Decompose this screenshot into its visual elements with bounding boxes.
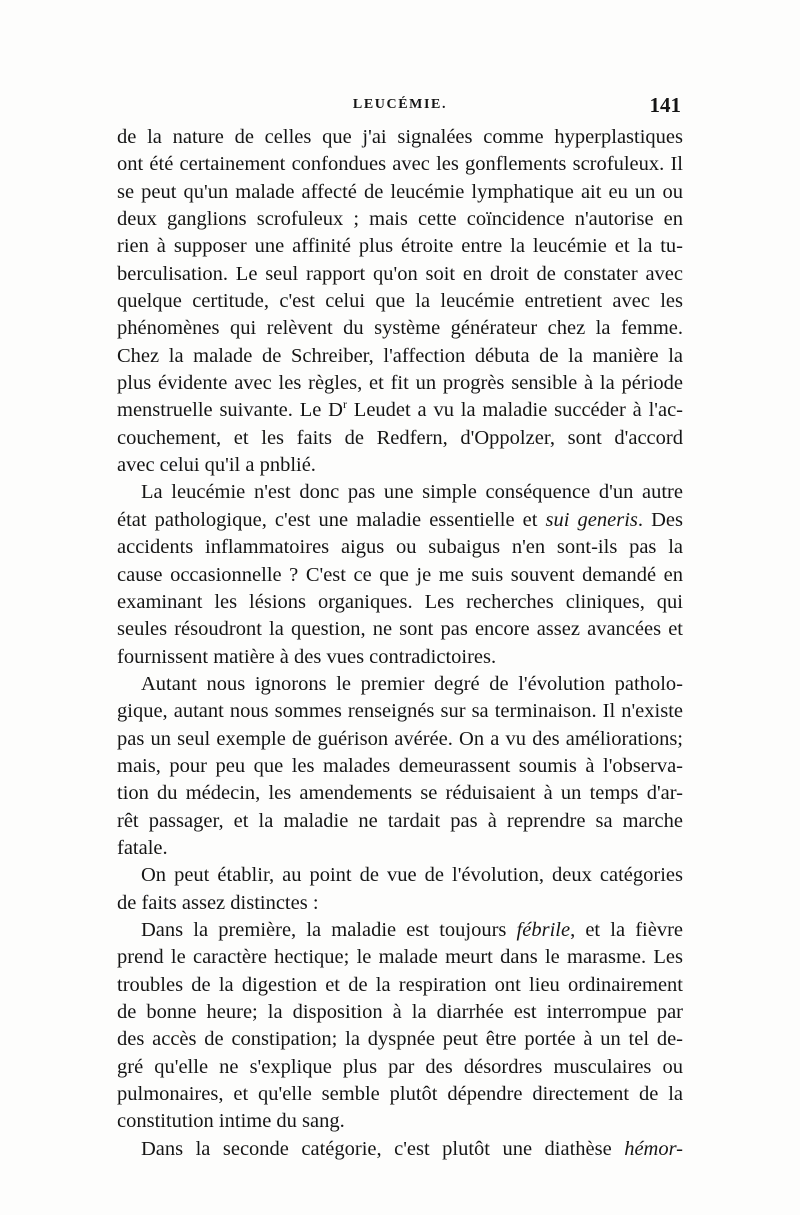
text-segment: Leudet a vu la maladie succéder à l'ac- bbox=[346, 399, 683, 422]
text-line: deux ganglions scrofuleux ; mais cette coïncidence n'autorise en bbox=[117, 208, 683, 231]
text-line: quelque certitude, c'est celui que la leucémie entretient avec les bbox=[117, 290, 683, 313]
paragraph-first-line bbox=[117, 917, 683, 944]
text-line: ont été certainement confondues avec les gonflements scrofuleux. Il bbox=[117, 153, 683, 176]
text-line: tion du médecin, les amendements se réduisaient à un temps d'ar- bbox=[117, 782, 683, 805]
text-line: se peut qu'un malade affecté de leucémie lymphatique ait eu un ou bbox=[117, 180, 683, 203]
text-segment: , et la fièvre bbox=[570, 918, 683, 941]
text-line: seules résoudront la question, ne sont pas encore assez avancées et bbox=[117, 618, 683, 641]
text-line: avec celui qu'il a pnblié. bbox=[117, 454, 316, 477]
text-line: gré qu'elle ne s'explique plus par des désordres musculaires ou bbox=[117, 1055, 683, 1078]
text-line: des accès de constipation; la dyspnée peut être portée à un tel de- bbox=[117, 1028, 683, 1051]
italic-term: hémor- bbox=[624, 1137, 683, 1160]
paragraph-first-line bbox=[117, 1136, 683, 1163]
text-line: accidents inflammatoires aigus ou subaigus n'en sont-ils pas la bbox=[117, 536, 683, 559]
text-line: plus évidente avec les règles, et fit un progrès sensible à la période bbox=[117, 372, 683, 395]
superscript: r bbox=[342, 397, 347, 412]
text-line: cause occasionnelle ? C'est ce que je me suis souvent demandé en bbox=[117, 563, 683, 586]
text-line: couchement, et les faits de Redfern, d'Oppolzer, sont d'accord bbox=[117, 426, 683, 449]
text-line: pulmonaires, et qu'elle semble plutôt dépendre directement de la bbox=[117, 1083, 683, 1106]
text-line: phénomènes qui relèvent du système générateur chez la femme. bbox=[117, 317, 683, 340]
text-segment: . Des bbox=[637, 508, 683, 531]
text-line: fournissent matière à des vues contradictoires. bbox=[117, 645, 497, 668]
text-line: berculisation. Le seul rapport qu'on soit en droit de constater avec bbox=[117, 262, 683, 285]
text-segment: menstruelle suivante. Le D bbox=[117, 399, 343, 422]
italic-term: sui generis bbox=[545, 508, 638, 531]
paragraph-first-line: La leucémie n'est donc pas une simple conséquence d'un autre bbox=[141, 481, 683, 504]
page-number: 141 bbox=[649, 93, 681, 117]
text-line: examinant les lésions organiques. Les recherches cliniques, qui bbox=[117, 590, 683, 613]
text-line: troubles de la digestion et de la respiration ont lieu ordinairement bbox=[117, 973, 683, 996]
text-line bbox=[117, 397, 683, 424]
text-line: mais, pour peu que les malades demeurassent soumis à l'observa- bbox=[117, 754, 683, 777]
text-line: prend le caractère hectique; le malade meurt dans le marasme. Les bbox=[117, 946, 683, 969]
text-line: de bonne heure; la disposition à la diarrhée est interrompue par bbox=[117, 1001, 683, 1023]
text-line: rêt passager, et la maladie ne tardait pas à reprendre sa marche bbox=[117, 809, 683, 832]
text-line: constitution intime du sang. bbox=[117, 1110, 345, 1133]
text-segment: Dans la seconde catégorie, c'est plutôt une diathèse bbox=[141, 1137, 625, 1160]
running-title: LEUCÉMIE. bbox=[352, 97, 448, 112]
text-line: gique, autant nous sommes renseignés sur sa terminaison. Il n'existe bbox=[117, 700, 683, 723]
italic-term: fébrile bbox=[516, 918, 571, 941]
text-segment: état pathologique, c'est une maladie essentielle et bbox=[117, 508, 546, 531]
paragraph-first-line: Autant nous ignorons le premier degré de l'évolution patholo- bbox=[141, 672, 683, 695]
text-line bbox=[117, 507, 683, 534]
text-line: fatale. bbox=[117, 836, 168, 859]
text-line: pas un seul exemple de guérison avérée. On a vu des améliorations; bbox=[117, 727, 683, 750]
text-line: Chez la malade de Schreiber, l'affection débuta de la manière la bbox=[117, 344, 683, 367]
text-segment: Dans la première, la maladie est toujours bbox=[141, 918, 517, 941]
paragraph-first-line: On peut établir, au point de vue de l'évolution, deux catégories bbox=[141, 864, 683, 887]
text-line: de faits assez distinctes : bbox=[117, 891, 319, 914]
running-header bbox=[117, 93, 683, 119]
body-text bbox=[117, 124, 683, 1163]
text-line: de la nature de celles que j'ai signalées comme hyperplastiques bbox=[117, 126, 683, 148]
text-line: rien à supposer une affinité plus étroite entre la leucémie et la tu- bbox=[117, 235, 683, 258]
